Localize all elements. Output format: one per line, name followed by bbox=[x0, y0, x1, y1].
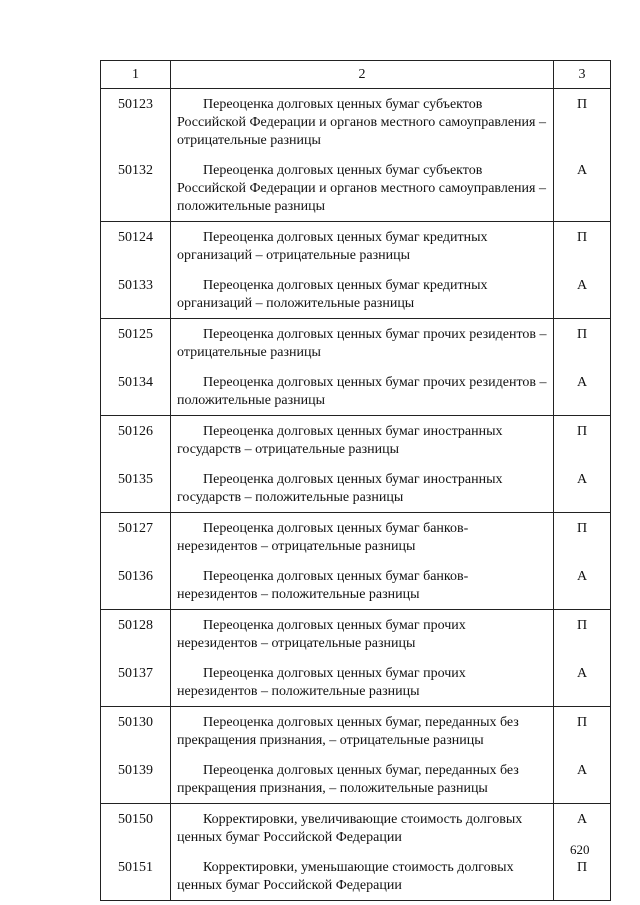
account-description-cell bbox=[171, 319, 554, 368]
account-sign-cell bbox=[554, 561, 611, 610]
account-code-cell bbox=[101, 367, 171, 416]
header-row bbox=[101, 61, 611, 89]
account-description-cell bbox=[171, 270, 554, 319]
account-sign: П bbox=[576, 715, 588, 730]
account-sign-cell bbox=[554, 610, 611, 659]
account-code: 50130 bbox=[118, 715, 153, 730]
account-sign: П bbox=[576, 327, 588, 342]
account-description-cell bbox=[171, 561, 554, 610]
account-description: Переоценка долговых ценных бумаг субъектов Российской Федерации и органов местного самоуправления – положительные разницы bbox=[177, 163, 546, 214]
account-sign: А bbox=[576, 472, 588, 487]
account-code-cell bbox=[101, 852, 171, 901]
table-row bbox=[101, 270, 611, 319]
account-code: 50128 bbox=[118, 618, 153, 633]
account-code: 50134 bbox=[118, 375, 153, 390]
account-code: 50139 bbox=[118, 763, 153, 778]
account-sign-cell bbox=[554, 513, 611, 562]
account-description: Переоценка долговых ценных бумаг субъектов Российской Федерации и органов местного самоуправления – отрицательные разницы bbox=[177, 97, 546, 148]
account-sign: П bbox=[576, 618, 588, 633]
account-code: 50135 bbox=[118, 472, 153, 487]
account-description-cell bbox=[171, 416, 554, 465]
account-sign: А bbox=[576, 763, 588, 778]
account-description-cell bbox=[171, 464, 554, 513]
account-description: Переоценка долговых ценных бумаг иностранных государств – отрицательные разницы bbox=[177, 424, 503, 457]
table-row bbox=[101, 319, 611, 368]
account-sign-cell bbox=[554, 658, 611, 707]
account-sign: П bbox=[576, 860, 588, 875]
account-code: 50127 bbox=[118, 521, 153, 536]
account-sign: А bbox=[576, 278, 588, 293]
account-sign-cell bbox=[554, 270, 611, 319]
table-row bbox=[101, 513, 611, 562]
account-code-cell bbox=[101, 561, 171, 610]
account-sign-cell bbox=[554, 464, 611, 513]
table-row bbox=[101, 707, 611, 756]
account-code-cell bbox=[101, 707, 171, 756]
table-row bbox=[101, 416, 611, 465]
account-code-cell bbox=[101, 755, 171, 804]
table-row bbox=[101, 658, 611, 707]
account-description-cell bbox=[171, 89, 554, 156]
account-sign: П bbox=[576, 97, 588, 112]
account-code-cell bbox=[101, 513, 171, 562]
table-row bbox=[101, 852, 611, 901]
account-code: 50126 bbox=[118, 424, 153, 439]
account-description: Переоценка долговых ценных бумаг прочих резидентов – положительные разницы bbox=[177, 375, 547, 408]
account-sign-cell bbox=[554, 852, 611, 901]
account-code: 50123 bbox=[118, 97, 153, 112]
account-code: 50137 bbox=[118, 666, 153, 681]
account-code-cell bbox=[101, 658, 171, 707]
account-sign: П bbox=[576, 230, 588, 245]
account-description-cell bbox=[171, 804, 554, 853]
column-header-2: 2 bbox=[171, 61, 554, 89]
account-code-cell bbox=[101, 270, 171, 319]
account-sign: А bbox=[576, 666, 588, 681]
account-description: Переоценка долговых ценных бумаг прочих резидентов – отрицательные разницы bbox=[177, 327, 547, 360]
account-description-cell bbox=[171, 658, 554, 707]
account-description-cell bbox=[171, 852, 554, 901]
account-sign: А bbox=[576, 163, 588, 178]
account-code-cell bbox=[101, 155, 171, 222]
account-sign-cell bbox=[554, 89, 611, 156]
account-code: 50136 bbox=[118, 569, 153, 584]
account-description: Переоценка долговых ценных бумаг прочих нерезидентов – отрицательные разницы bbox=[177, 618, 466, 651]
account-code: 50133 bbox=[118, 278, 153, 293]
account-description: Переоценка долговых ценных бумаг иностранных государств – положительные разницы bbox=[177, 472, 503, 505]
account-description: Переоценка долговых ценных бумаг кредитных организаций – отрицательные разницы bbox=[177, 230, 488, 263]
table-row bbox=[101, 610, 611, 659]
account-code: 50150 bbox=[118, 812, 153, 827]
account-description-cell bbox=[171, 610, 554, 659]
table-row bbox=[101, 367, 611, 416]
account-description: Корректировки, уменьшающие стоимость долговых ценных бумаг Российской Федерации bbox=[177, 860, 514, 893]
account-sign: А bbox=[576, 812, 588, 827]
account-code-cell bbox=[101, 416, 171, 465]
account-sign-cell bbox=[554, 155, 611, 222]
account-description-cell bbox=[171, 755, 554, 804]
table-row bbox=[101, 804, 611, 853]
account-description-cell bbox=[171, 222, 554, 271]
column-header-1: 1 bbox=[101, 61, 171, 89]
account-code-cell bbox=[101, 464, 171, 513]
table-row bbox=[101, 755, 611, 804]
table-row bbox=[101, 222, 611, 271]
account-description: Переоценка долговых ценных бумаг, переданных без прекращения признания, – отрицательные разницы bbox=[177, 715, 519, 748]
account-description: Переоценка долговых ценных бумаг прочих нерезидентов – положительные разницы bbox=[177, 666, 466, 699]
account-sign-cell bbox=[554, 416, 611, 465]
column-header-3: 3 bbox=[554, 61, 611, 89]
account-sign: П bbox=[576, 424, 588, 439]
account-code-cell bbox=[101, 319, 171, 368]
account-sign-cell bbox=[554, 707, 611, 756]
account-description: Переоценка долговых ценных бумаг, переданных без прекращения признания, – положительные разницы bbox=[177, 763, 519, 796]
page-number: 620 bbox=[570, 842, 590, 857]
account-description: Переоценка долговых ценных бумаг банков-нерезидентов – положительные разницы bbox=[177, 569, 469, 602]
account-code-cell bbox=[101, 222, 171, 271]
account-code: 50124 bbox=[118, 230, 153, 245]
accounts-table bbox=[100, 60, 611, 901]
account-sign: А bbox=[576, 375, 588, 390]
account-sign-cell bbox=[554, 367, 611, 416]
account-sign-cell bbox=[554, 222, 611, 271]
account-sign: А bbox=[576, 569, 588, 584]
account-sign: П bbox=[576, 521, 588, 536]
account-sign-cell bbox=[554, 755, 611, 804]
table-row bbox=[101, 155, 611, 222]
table-row bbox=[101, 464, 611, 513]
account-description-cell bbox=[171, 155, 554, 222]
table-body bbox=[101, 89, 611, 901]
table-row bbox=[101, 89, 611, 156]
account-sign-cell bbox=[554, 319, 611, 368]
account-description: Переоценка долговых ценных бумаг банков-нерезидентов – отрицательные разницы bbox=[177, 521, 469, 554]
account-description-cell bbox=[171, 367, 554, 416]
account-description: Переоценка долговых ценных бумаг кредитных организаций – положительные разницы bbox=[177, 278, 488, 311]
account-code: 50125 bbox=[118, 327, 153, 342]
account-description: Корректировки, увеличивающие стоимость долговых ценных бумаг Российской Федерации bbox=[177, 812, 523, 845]
account-description-cell bbox=[171, 513, 554, 562]
account-code-cell bbox=[101, 89, 171, 156]
account-description-cell bbox=[171, 707, 554, 756]
table-row bbox=[101, 561, 611, 610]
account-code: 50132 bbox=[118, 163, 153, 178]
account-code-cell bbox=[101, 610, 171, 659]
account-code-cell bbox=[101, 804, 171, 853]
account-code: 50151 bbox=[118, 860, 153, 875]
